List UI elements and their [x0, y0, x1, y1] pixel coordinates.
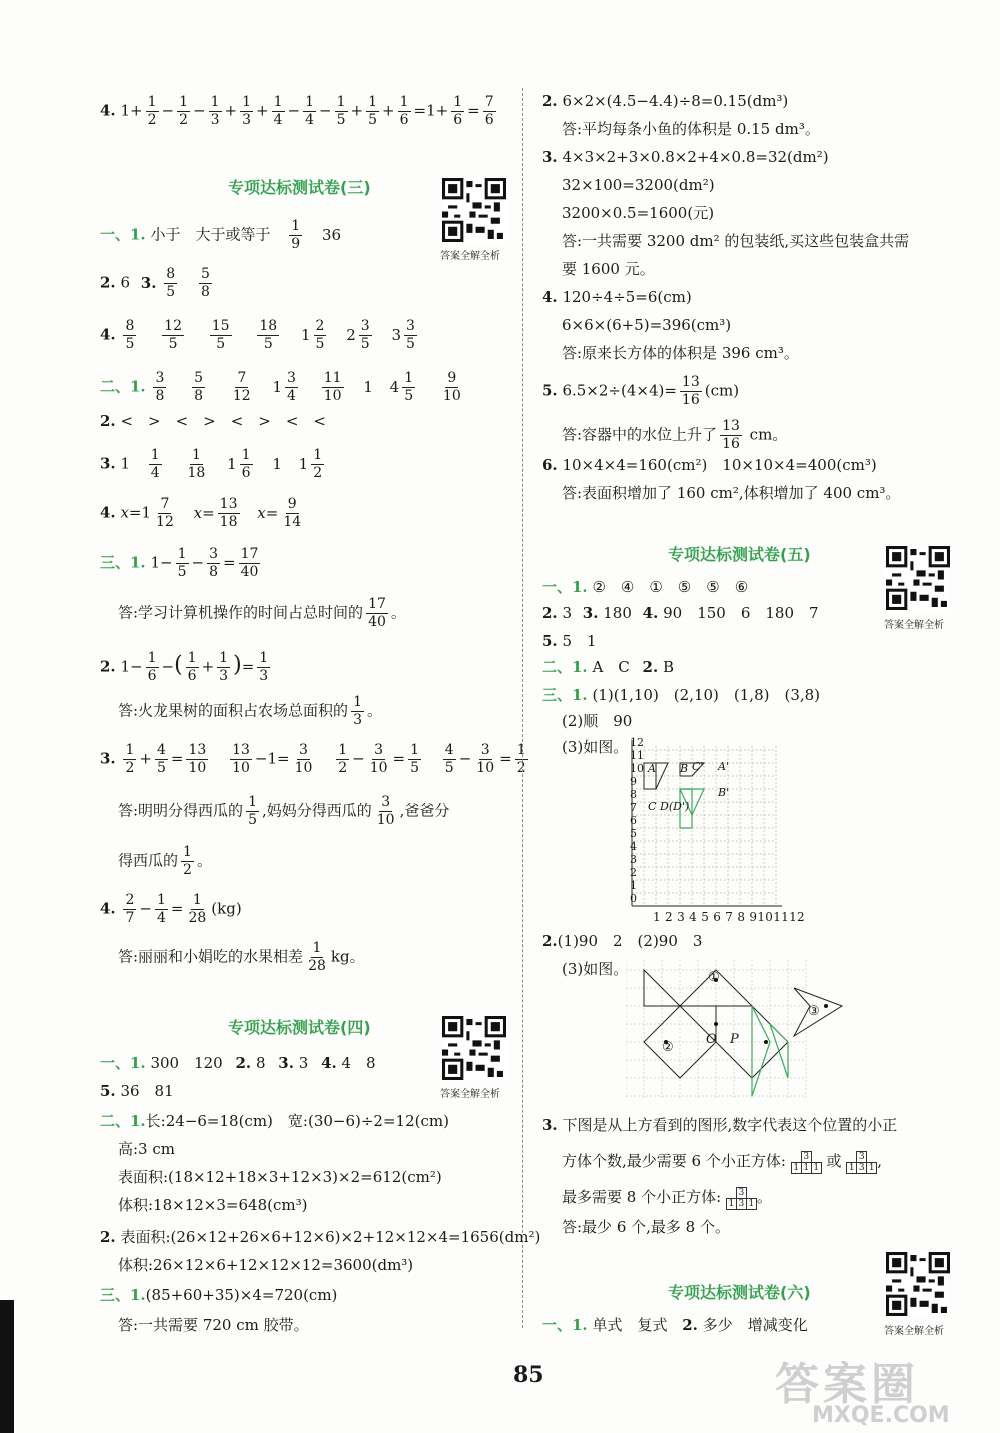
- answer-line: 一、1. 300 120 2. 8 3. 3 4. 4 8: [100, 1054, 376, 1072]
- qr-code-icon[interactable]: [442, 1016, 506, 1080]
- answer-line: 2. 表面积:(26×12+26×6+12×6)×2+12×12×4=1656(dm²): [100, 1228, 541, 1246]
- qr-code-icon[interactable]: [442, 178, 506, 242]
- answer-line: 2. 3 3. 180 4. 90 150 6 180 7: [542, 604, 819, 622]
- column-divider: [522, 88, 523, 1328]
- answer-line: (3)如图。: [562, 960, 629, 978]
- answer-line: 2.(1)90 2 (2)90 3: [542, 932, 703, 950]
- answer-line: 二、1.长:24−6=18(cm) 宽:(30−6)÷2=12(cm): [100, 1112, 449, 1130]
- shapes-figure: [626, 960, 866, 1110]
- qr-label: 答案全解全析: [884, 620, 944, 631]
- answer-line: 三、1.(85+60+35)×4=720(cm): [100, 1286, 338, 1304]
- answer-line: (2)顺 90: [562, 712, 633, 730]
- answer-line: 答:一共需要 3200 dm² 的包装纸,买这些包装盒共需: [562, 232, 910, 250]
- answer-line: 表面积:(18×12+18×3+12×3)×2=612(cm²): [118, 1168, 442, 1186]
- answer-line: 6×6×(6+5)=396(cm³): [562, 316, 732, 334]
- answer-line: 3. 下图是从上方看到的图形,数字代表这个位置的小正: [542, 1116, 898, 1134]
- answer-line: 高:3 cm: [118, 1140, 175, 1158]
- answer-line: 4. 120÷4÷5=6(cm): [542, 288, 692, 306]
- answer-line: 答:容器中的水位上升了 $\frac{13}{16}$ cm。: [562, 418, 788, 452]
- section-title: 专项达标测试卷(六): [668, 1283, 811, 1302]
- section-title: 专项达标测试卷(五): [668, 545, 811, 564]
- answer-line: 得西瓜的 $\frac{1}{2}$ 。: [118, 844, 212, 878]
- qr-label: 答案全解全析: [440, 1089, 500, 1100]
- answer-line: 5. 36 81: [100, 1082, 174, 1100]
- answer-line: 3. $\frac{1}{2}$ + $\frac{4}{5}$ = $\frac{13}{10}$ $\frac{13}{10}$ −1= $\frac{3}{10}$ $\frac{1}{2}$ − $\frac{3}{10}$ = $\frac{1}{5}$ $\frac{4}{5}$ − $\frac{3}{10}$ = $\frac{1}{2}$: [100, 742, 526, 776]
- answer-line: 2. 6 3. $\frac{8}{5}$ $\frac{5}{8}$: [100, 266, 210, 300]
- answer-line: 4. $\frac{2}{7}$ − $\frac{1}{4}$ = $\frac{1}{28}$ (kg): [100, 892, 242, 926]
- watermark-url: MXQE.COM: [812, 1403, 950, 1428]
- answer-line: 答:平均每条小鱼的体积是 0.15 dm³。: [562, 120, 820, 138]
- qr-label: 答案全解全析: [884, 1326, 944, 1337]
- grid-y-ticks: 12 11 10 9 8 7 6 5 4 3 2 1 0: [630, 736, 644, 905]
- cube-diagram: 3 1 1 1: [791, 1151, 822, 1174]
- answer-line: 答:学习计算机操作的时间占总时间的 $\frac{17}{40}$ 。: [118, 596, 406, 630]
- answer-line: 答:火龙果树的面积占农场总面积的 $\frac{1}{3}$ 。: [118, 694, 382, 728]
- answer-line: 答:最少 6 个,最多 8 个。: [562, 1218, 730, 1236]
- answer-line: 答:丽丽和小娟吃的水果相差 $\frac{1}{28}$ kg。: [118, 940, 365, 974]
- section-title: 专项达标测试卷(三): [228, 178, 371, 197]
- answer-line: 一、1. ② ④ ① ⑤ ⑤ ⑥: [542, 578, 749, 596]
- answer-line: 一、1. 单式 复式 2. 多少 增减变化: [542, 1316, 808, 1334]
- page-number: 85: [513, 1362, 544, 1388]
- answer-line: 3. 1 $\frac{1}{4}$ $\frac{1}{18}$ 1 $\frac{1}{6}$ 1 1 $\frac{1}{2}$: [100, 447, 323, 481]
- answer-line: 体积:26×12×6+12×12×12=3600(dm³): [118, 1256, 414, 1274]
- answer-line: 体积:18×12×3=648(cm³): [118, 1196, 308, 1214]
- qr-label: 答案全解全析: [440, 251, 500, 262]
- answer-line: 3. 4×3×2+3×0.8×2+4×0.8=32(dm²): [542, 148, 829, 166]
- cube-diagram: 3 1 3 1: [726, 1187, 757, 1210]
- section-title: 专项达标测试卷(四): [228, 1018, 371, 1037]
- answer-line: 4. 1+ $\frac{1}{2}$ − $\frac{1}{2}$ − $\frac{1}{3}$ + $\frac{1}{3}$ + $\frac{1}{4}$ − $\frac{1}{4}$ − $\frac{1}{5}$ + $\frac{1}{5}$ + $\frac{1}{6}$ =1+ $\frac{1}{6}$ = $\frac{7}{6}$: [100, 94, 494, 128]
- answer-line: 6. 10×4×4=160(cm²) 10×10×4=400(cm³): [542, 456, 877, 474]
- answer-line: 答:表面积增加了 160 cm²,体积增加了 400 cm³。: [562, 484, 901, 502]
- coordinate-grid-figure: [626, 736, 836, 926]
- answer-line: 方体个数,最少需要 6 个小正方体: 3 1 1 1 或 3 1 3 1 ,: [562, 1151, 883, 1173]
- answer-line: 2. 6×2×(4.5−4.4)÷8=0.15(dm³): [542, 92, 789, 110]
- answer-line: 要 1600 元。: [562, 260, 655, 278]
- answer-line: 4. $\frac{8}{5}$ $\frac{12}{5}$ $\frac{15}{5}$ $\frac{18}{5}$ 1 $\frac{2}{5}$ 2 $\frac{3}{5}$ 3 $\frac{3}{5}$: [100, 318, 415, 352]
- answer-line: 三、1. 1− $\frac{1}{5}$ − $\frac{3}{8}$ = $\frac{17}{40}$: [100, 546, 259, 580]
- answer-line: 4. x=1 $\frac{7}{12}$ x= $\frac{13}{18}$ x= $\frac{9}{14}$: [100, 496, 302, 530]
- cube-diagram: 3 1 3 1: [846, 1151, 877, 1174]
- qr-code-icon[interactable]: [886, 1252, 950, 1316]
- watermark-logo: 答案圈: [775, 1359, 919, 1410]
- scan-edge: [0, 1300, 14, 1433]
- answer-line: 5. 6.5×2÷(4×4)= $\frac{13}{16}$ (cm): [542, 374, 740, 408]
- answer-line: 2. < > < > < > < <: [100, 412, 327, 430]
- answer-line: 答:原来长方体的体积是 396 cm³。: [562, 344, 799, 362]
- grid-x-ticks: 1 2 3 4 5 6 7 8 9101112: [653, 910, 805, 924]
- answer-line: 三、1. (1)(1,10) (2,10) (1,8) (3,8): [542, 686, 821, 704]
- answer-line: 最多需要 8 个小正方体: 3 1 3 1 。: [562, 1187, 772, 1209]
- answer-line: 32×100=3200(dm²): [562, 176, 715, 194]
- answer-line: 一、1. 小于 大于或等于 $\frac{1}{9}$ 36: [100, 218, 342, 252]
- answer-line: 5. 5 1: [542, 632, 597, 650]
- answer-line: 二、1. $\frac{3}{8}$ $\frac{5}{8}$ $\frac{7}{12}$ 1 $\frac{3}{4}$ $\frac{11}{10}$ 1 4 $\frac{1}{5}$ $\frac{9}{10}$: [100, 370, 461, 404]
- answer-line: (3)如图。: [562, 738, 629, 756]
- answer-line: 2. 1− $\frac{1}{6}$ −( $\frac{1}{6}$ + $\frac{1}{3}$ )= $\frac{1}{3}$: [100, 650, 269, 684]
- qr-code-icon[interactable]: [886, 546, 950, 610]
- answer-line: 答:明明分得西瓜的 $\frac{1}{5}$ ,妈妈分得西瓜的 $\frac{3}{10}$ ,爸爸分: [118, 794, 450, 828]
- answer-line: 3200×0.5=1600(元): [562, 204, 715, 222]
- answer-line: 答:一共需要 720 cm 胶带。: [118, 1316, 309, 1334]
- answer-line: 二、1. A C 2. B: [542, 658, 675, 676]
